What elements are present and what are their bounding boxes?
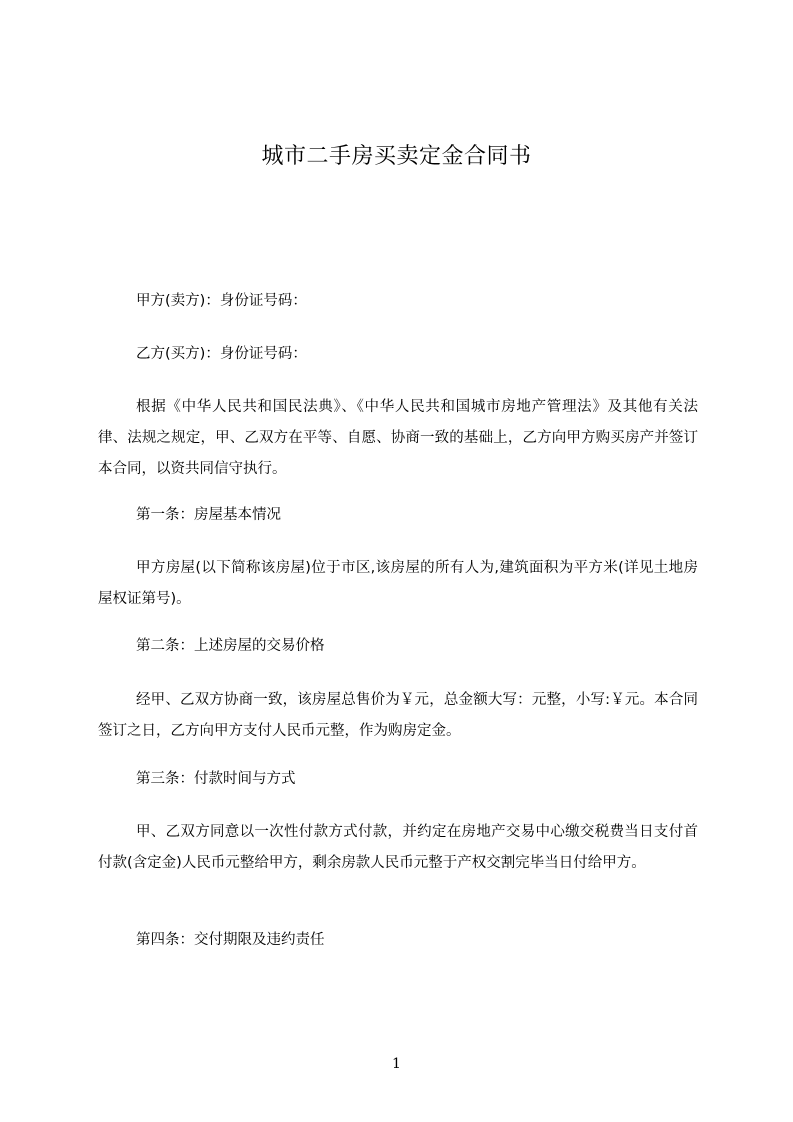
article-3-body: 甲、乙双方同意以一次性付款方式付款，并约定在房地产交易中心缴交税费当日支付首付款(含定金)人民币元整给甲方，剩余房款人民币元整于产权交割完毕当日付给甲方。 <box>98 824 698 871</box>
page-number: 1 <box>392 1056 401 1072</box>
article-2-heading: 第二条：上述房屋的交易价格 <box>136 638 325 654</box>
party-b-line: 乙方(买方)：身份证号码： <box>136 346 307 362</box>
article-3-heading: 第三条：付款时间与方式 <box>136 771 296 787</box>
preamble-paragraph: 根据《中华人民共和国民法典》、《中华人民共和国城市房地产管理法》及其他有关法律、法规之规定，甲、乙双方在平等、自愿、协商一致的基础上，乙方向甲方购买房产并签订本合同，以资共同信守执行。 <box>98 399 698 477</box>
document-title: 城市二手房买卖定金合同书 <box>261 144 532 169</box>
article-1-heading: 第一条：房屋基本情况 <box>136 507 281 523</box>
article-2-body: 经甲、乙双方协商一致，该房屋总售价为￥元，总金额大写：元整，小写:￥元。本合同签订之日，乙方向甲方支付人民币元整，作为购房定金。 <box>98 692 698 739</box>
article-4-heading: 第四条：交付期限及违约责任 <box>136 932 325 948</box>
party-a-line: 甲方(卖方)：身份证号码： <box>136 293 307 309</box>
article-1-body: 甲方房屋(以下简称该房屋)位于市区,该房屋的所有人为,建筑面积为平方米(详见土地房屋权证第号)。 <box>98 560 698 607</box>
